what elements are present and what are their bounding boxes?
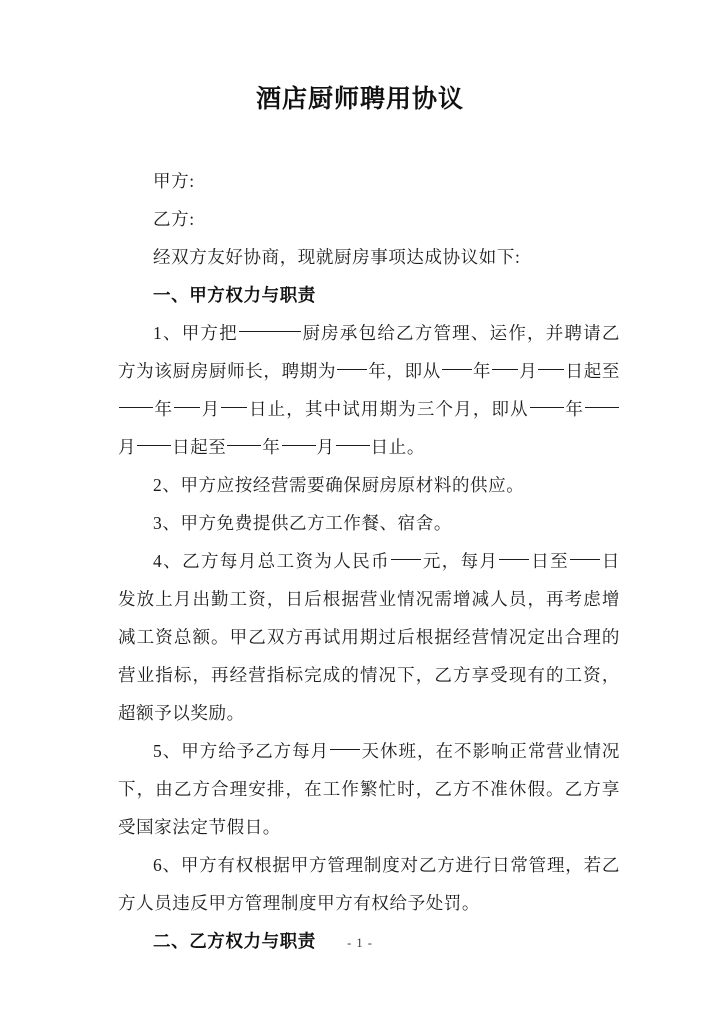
clause-number: 5、: [153, 741, 182, 761]
fill-in-blank[interactable]: [492, 352, 518, 370]
fill-in-blank[interactable]: [330, 732, 360, 750]
clause-text: 天休班，在不影响正常营业情况下，由乙方合理安排，在工作繁忙时，乙方不准休假。乙方享受国家法定节假日。: [118, 741, 620, 837]
clause-text: 年: [262, 437, 281, 457]
clause-number: 3、: [153, 513, 181, 533]
document-body: [118, 162, 620, 960]
clause-text: 日至: [530, 551, 570, 571]
fill-in-blank[interactable]: [239, 314, 301, 332]
page-number-footer: - 1 -: [347, 936, 373, 950]
clause-paragraph: [118, 542, 620, 732]
clause-text: 年: [472, 361, 492, 381]
clause-text: 日止。: [370, 437, 425, 457]
fill-in-blank[interactable]: [442, 352, 472, 370]
fill-in-blank[interactable]: [570, 542, 600, 560]
page-title: 酒店厨师聘用协议: [255, 85, 464, 113]
clause-paragraph: [118, 466, 620, 504]
clause-number: 1、: [153, 323, 182, 343]
clause-number: 2、: [153, 475, 181, 495]
fill-in-blank[interactable]: [337, 352, 367, 370]
fill-in-blank[interactable]: [538, 352, 564, 370]
fill-in-blank[interactable]: [336, 428, 370, 446]
fill-in-blank[interactable]: [499, 542, 529, 560]
clause-text: 年，即从: [368, 361, 441, 381]
party-b-label: 乙方:: [153, 209, 195, 229]
clause-text: 年: [564, 399, 585, 419]
clause-text: 甲方把: [181, 323, 238, 343]
clause-text: 厨房承包给乙方管理、运作，并聘请乙方为该厨房厨师长，聘期为: [118, 323, 620, 381]
fill-in-blank[interactable]: [585, 390, 619, 408]
clause-number: 6、: [153, 855, 181, 875]
clause-text: 日起至: [565, 361, 621, 381]
fill-in-blank[interactable]: [119, 390, 153, 408]
party-a-label: 甲方:: [153, 171, 195, 191]
clause-number: 4、: [153, 551, 183, 571]
clause-text: 日止，其中试用期为三个月，即从: [248, 399, 529, 419]
clause-text: 日起至: [172, 437, 227, 457]
fill-in-blank[interactable]: [391, 542, 421, 560]
clause-text: 甲方给予乙方每月: [181, 741, 330, 761]
clause-text: 年: [154, 399, 174, 419]
clause-text: 甲方免费提供乙方工作餐、宿舍。: [180, 513, 452, 533]
section-heading: 二、乙方权力与职责: [153, 931, 316, 951]
clause-text: 月: [519, 361, 538, 381]
clause-paragraph: [118, 846, 620, 922]
sections-container: [118, 276, 620, 960]
fill-in-blank[interactable]: [137, 428, 171, 446]
clause-text: 元，每月: [422, 551, 499, 571]
clause-text: 乙方每月总工资为人民币: [182, 551, 391, 571]
clause-text: 甲方有权根据甲方管理制度对乙方进行日常管理，若乙方人员违反甲方管理制度甲方有权给予处罚。: [118, 855, 621, 913]
clause-paragraph: [118, 314, 620, 466]
fill-in-blank[interactable]: [530, 390, 564, 408]
clause-paragraph: [118, 504, 620, 542]
fill-in-blank[interactable]: [221, 390, 247, 408]
preamble-text: 经双方友好协商，现就厨房事项达成协议如下:: [153, 247, 521, 267]
section-heading: 一、甲方权力与职责: [153, 285, 316, 305]
clause-text: 甲方应按经营需要确保厨房原材料的供应。: [180, 475, 525, 495]
clause-text: 月: [201, 399, 221, 419]
fill-in-blank[interactable]: [282, 428, 316, 446]
clause-text: 月: [118, 437, 137, 457]
fill-in-blank[interactable]: [174, 390, 200, 408]
fill-in-blank[interactable]: [227, 428, 261, 446]
clause-text: 月: [316, 437, 335, 457]
clause-text: 日发放上月出勤工资，日后根据营业情况需增减人员，再考虑增减工资总额。甲乙双方再试用期过后根据经营情况定出合理的营业指标，再经营指标完成的情况下，乙方享受现有的工资，超额予以奖励。: [118, 551, 620, 723]
clause-paragraph: [118, 732, 620, 846]
